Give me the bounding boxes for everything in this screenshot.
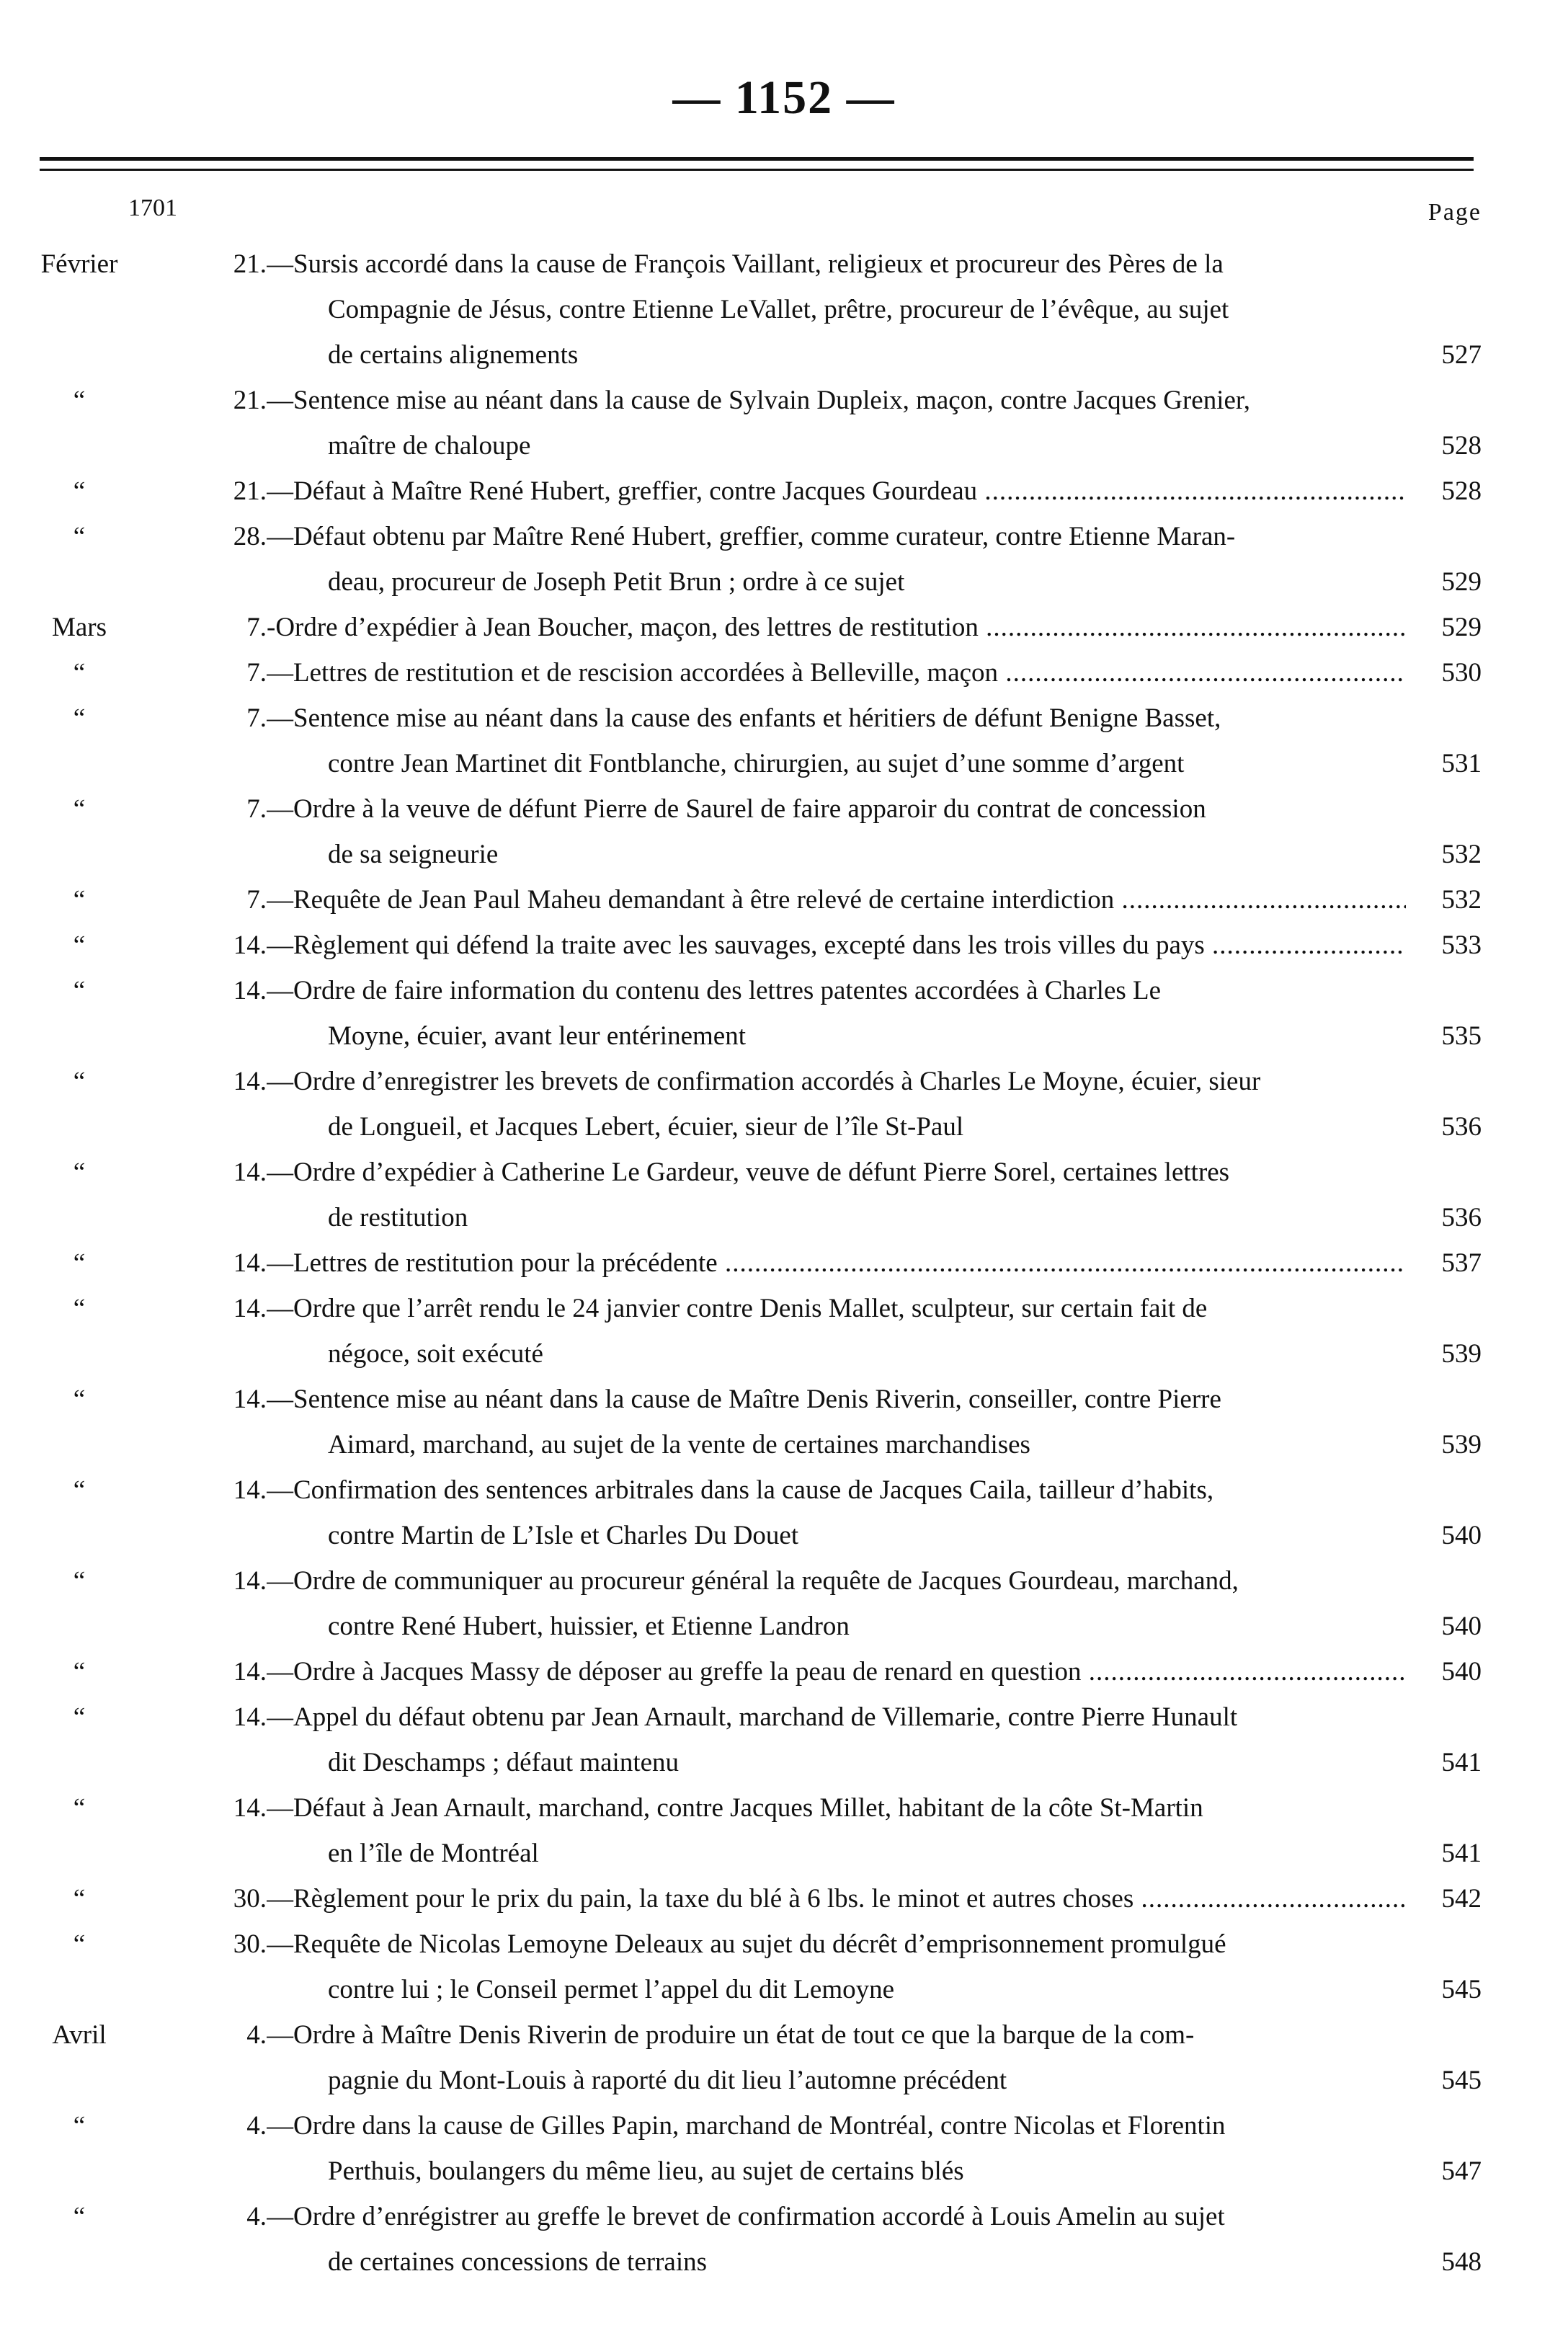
entry-line bbox=[0, 287, 1568, 332]
entry-day: 7. bbox=[246, 703, 267, 733]
entry-text: —Ordre de faire information du contenu des lettres patentes accordées à Charles Le bbox=[267, 976, 1162, 1005]
entry-line bbox=[0, 832, 1568, 877]
entry-page-ref: 542 bbox=[1441, 1884, 1482, 1914]
entry-line bbox=[0, 1195, 1568, 1240]
index-entry bbox=[0, 468, 1568, 514]
entry-month: “ bbox=[73, 1475, 86, 1505]
entry-page-ref: 539 bbox=[1441, 1339, 1482, 1369]
entry-text: de restitution bbox=[328, 1203, 468, 1232]
entry-text: —Ordre de communiquer au procureur général la requête de Jacques Gourdeau, marchand, bbox=[267, 1566, 1239, 1596]
entry-day: 7. bbox=[246, 658, 267, 688]
entry-day: 14. bbox=[233, 1793, 267, 1823]
index-entry bbox=[0, 1785, 1568, 1876]
entry-text: contre René Hubert, huissier, et Etienne Landron bbox=[328, 1612, 850, 1641]
entry-line bbox=[0, 1604, 1568, 1649]
index-entry bbox=[0, 1467, 1568, 1558]
entry-text: de certains alignements bbox=[328, 340, 579, 370]
entry-text: —Sentence mise au néant dans la cause des enfants et héritiers de défunt Benigne Basset, bbox=[267, 703, 1221, 733]
entry-line bbox=[0, 1331, 1568, 1377]
entry-day: 21. bbox=[233, 476, 267, 506]
entry-month: “ bbox=[73, 386, 86, 415]
entry-month: “ bbox=[73, 476, 86, 506]
entry-page-ref: 547 bbox=[1441, 2156, 1482, 2186]
entry-text: Compagnie de Jésus, contre Etienne LeVallet, prêtre, procureur de l’évêque, au sujet bbox=[328, 295, 1229, 324]
entry-day: 28. bbox=[233, 522, 267, 551]
entry-text: —Ordre à Jacques Massy de déposer au greffe la peau de renard en question ..... bbox=[267, 1649, 1406, 1694]
entry-line bbox=[0, 1150, 1568, 1195]
entry-day: 14. bbox=[233, 930, 267, 960]
entry-text: dit Deschamps ; défaut maintenu bbox=[328, 1748, 680, 1777]
index-entry bbox=[0, 968, 1568, 1059]
entry-line bbox=[0, 1831, 1568, 1876]
entry-text: Moyne, écuier, avant leur entérinement bbox=[328, 1021, 746, 1051]
entry-text: —Requête de Jean Paul Maheu demandant à être relevé de certaine interdiction ..... bbox=[267, 877, 1406, 923]
entry-page-ref: 532 bbox=[1441, 885, 1482, 915]
index-entry bbox=[0, 1240, 1568, 1286]
entry-line bbox=[0, 514, 1568, 559]
entry-day: 14. bbox=[233, 1657, 267, 1687]
index-entry bbox=[0, 1059, 1568, 1150]
entry-text: de certaines concessions de terrains bbox=[328, 2247, 708, 2277]
entry-line bbox=[0, 1013, 1568, 1059]
index-entry bbox=[0, 696, 1568, 786]
entry-line bbox=[0, 741, 1568, 786]
entry-day: 21. bbox=[233, 249, 267, 279]
entry-day: 4. bbox=[246, 2020, 267, 2050]
entry-month: “ bbox=[73, 1158, 86, 1187]
page-column-header: Page bbox=[1427, 199, 1482, 226]
entry-line bbox=[0, 1422, 1568, 1467]
entry-page-ref: 528 bbox=[1441, 476, 1482, 506]
entry-page-ref: 541 bbox=[1441, 1839, 1482, 1868]
entry-text: deau, procureur de Joseph Petit Brun ; ordre à ce sujet bbox=[328, 567, 905, 597]
entry-month: Avril bbox=[52, 2020, 107, 2050]
entry-text: négoce, soit exécuté bbox=[328, 1339, 543, 1369]
entry-page-ref: 545 bbox=[1441, 1975, 1482, 2004]
entry-month: “ bbox=[73, 885, 86, 915]
entry-page-ref: 527 bbox=[1441, 340, 1482, 370]
entry-text: en l’île de Montréal bbox=[328, 1839, 539, 1868]
entry-line bbox=[0, 1467, 1568, 1513]
entry-page-ref: 529 bbox=[1441, 613, 1482, 642]
entry-month: “ bbox=[73, 703, 86, 733]
entry-text: —Ordre d’expédier à Catherine Le Gardeur, veuve de défunt Pierre Sorel, certaines lettres bbox=[267, 1158, 1230, 1187]
entry-day: 14. bbox=[233, 1566, 267, 1596]
entry-line bbox=[0, 1059, 1568, 1104]
entry-day: 14. bbox=[233, 1294, 267, 1323]
entry-text: —Ordre que l’arrêt rendu le 24 janvier contre Denis Mallet, sculpteur, sur certain fait de bbox=[267, 1294, 1208, 1323]
index-entry bbox=[0, 514, 1568, 605]
entry-day: 14. bbox=[233, 1385, 267, 1414]
entry-page-ref: 539 bbox=[1441, 1430, 1482, 1459]
entry-month: “ bbox=[73, 2111, 86, 2141]
entry-month: “ bbox=[73, 1884, 86, 1914]
entry-text: Aimard, marchand, au sujet de la vente de certaines marchandises bbox=[328, 1430, 1030, 1459]
entry-day: 14. bbox=[233, 976, 267, 1005]
entry-day: 7. bbox=[246, 794, 267, 824]
entry-page-ref: 536 bbox=[1441, 1112, 1482, 1142]
entry-month: “ bbox=[73, 794, 86, 824]
entry-page-ref: 535 bbox=[1441, 1021, 1482, 1051]
index-entry bbox=[0, 1150, 1568, 1240]
entry-page-ref: 541 bbox=[1441, 1748, 1482, 1777]
entry-text: —Ordre à la veuve de défunt Pierre de Saurel de faire apparoir du contrat de concession bbox=[267, 794, 1206, 824]
index-entry bbox=[0, 1921, 1568, 2012]
entry-text: contre Jean Martinet dit Fontblanche, chirurgien, au sujet d’une somme d’argent bbox=[328, 749, 1185, 778]
entry-line bbox=[0, 1513, 1568, 1558]
entry-text: —Sentence mise au néant dans la cause de Maître Denis Riverin, conseiller, contre Pierre bbox=[267, 1385, 1221, 1414]
entry-text: —Règlement qui défend la traite avec les sauvages, excepté dans les trois villes du pays ..... bbox=[267, 923, 1406, 968]
entry-month: “ bbox=[73, 1385, 86, 1414]
entry-month: Février bbox=[40, 249, 118, 279]
entry-line bbox=[0, 1785, 1568, 1831]
entry-text: —Défaut à Maître René Hubert, greffier, contre Jacques Gourdeau ..... bbox=[267, 468, 1406, 514]
entry-month: “ bbox=[73, 1248, 86, 1278]
entry-text: -Ordre d’expédier à Jean Boucher, maçon, des lettres de restitution ..... bbox=[267, 605, 1406, 650]
index-entries bbox=[0, 241, 1568, 2285]
index-entry bbox=[0, 877, 1568, 923]
entry-day: 4. bbox=[246, 2111, 267, 2141]
entry-text: —Confirmation des sentences arbitrales dans la cause de Jacques Caila, tailleur d’habits, bbox=[267, 1475, 1214, 1505]
index-entry bbox=[0, 378, 1568, 468]
entry-day: 14. bbox=[233, 1702, 267, 1732]
entry-page-ref: 532 bbox=[1441, 840, 1482, 869]
entry-text: —Sentence mise au néant dans la cause de Sylvain Dupleix, maçon, contre Jacques Grenier, bbox=[267, 386, 1250, 415]
entry-line bbox=[0, 2012, 1568, 2058]
index-entry bbox=[0, 2103, 1568, 2194]
entry-line bbox=[0, 1921, 1568, 1967]
index-entry bbox=[0, 786, 1568, 877]
entry-line bbox=[0, 1967, 1568, 2012]
index-entry bbox=[0, 1558, 1568, 1649]
entry-page-ref: 529 bbox=[1441, 567, 1482, 597]
entry-page-ref: 537 bbox=[1441, 1248, 1482, 1278]
entry-page-ref: 530 bbox=[1441, 658, 1482, 688]
entry-line bbox=[0, 786, 1568, 832]
entry-page-ref: 548 bbox=[1441, 2247, 1482, 2277]
entry-line bbox=[0, 696, 1568, 741]
entry-line bbox=[0, 2239, 1568, 2285]
entry-line bbox=[0, 968, 1568, 1013]
entry-text: —Sursis accordé dans la cause de François Vaillant, religieux et procureur des Pères de la bbox=[267, 249, 1224, 279]
entry-day: 30. bbox=[233, 1884, 267, 1914]
entry-day: 14. bbox=[233, 1158, 267, 1187]
entry-text: Perthuis, boulangers du même lieu, au sujet de certains blés bbox=[328, 2156, 964, 2186]
entry-month: “ bbox=[73, 522, 86, 551]
entry-month: “ bbox=[73, 930, 86, 960]
header-rule-thin bbox=[40, 169, 1474, 171]
entry-day: 21. bbox=[233, 386, 267, 415]
entry-line bbox=[0, 378, 1568, 423]
entry-line bbox=[0, 1377, 1568, 1422]
entry-line bbox=[0, 1286, 1568, 1331]
entry-line bbox=[0, 1558, 1568, 1604]
entry-line bbox=[0, 1240, 1568, 1286]
entry-month: “ bbox=[73, 976, 86, 1005]
entry-text: pagnie du Mont-Louis à raporté du dit lieu l’automne précédent bbox=[328, 2066, 1007, 2095]
entry-day: 14. bbox=[233, 1067, 267, 1096]
entry-text: —Défaut obtenu par Maître René Hubert, greffier, comme curateur, contre Etienne Maran- bbox=[267, 522, 1236, 551]
index-entry bbox=[0, 2194, 1568, 2285]
index-entry bbox=[0, 605, 1568, 650]
index-entry bbox=[0, 1694, 1568, 1785]
entry-text: —Lettres de restitution et de rescision accordées à Belleville, maçon ..... bbox=[267, 650, 1406, 696]
entry-line bbox=[0, 559, 1568, 605]
index-entry bbox=[0, 241, 1568, 378]
entry-line bbox=[0, 332, 1568, 378]
entry-text: —Ordre à Maître Denis Riverin de produire un état de tout ce que la barque de la com- bbox=[267, 2020, 1195, 2050]
entry-line bbox=[0, 877, 1568, 923]
entry-line bbox=[0, 1740, 1568, 1785]
entry-line bbox=[0, 923, 1568, 968]
entry-page-ref: 528 bbox=[1441, 431, 1482, 461]
entry-day: 14. bbox=[233, 1475, 267, 1505]
entry-text: maître de chaloupe bbox=[328, 431, 531, 461]
entry-month: “ bbox=[73, 1067, 86, 1096]
entry-line bbox=[0, 241, 1568, 287]
entry-day: 7. bbox=[246, 613, 267, 642]
entry-month: “ bbox=[73, 1793, 86, 1823]
index-entry bbox=[0, 2012, 1568, 2103]
entry-text: —Requête de Nicolas Lemoyne Deleaux au sujet du décrêt d’emprisonnement promulgué bbox=[267, 1929, 1226, 1959]
index-entry bbox=[0, 923, 1568, 968]
entry-page-ref: 545 bbox=[1441, 2066, 1482, 2095]
page-number: — 1152 — bbox=[672, 71, 896, 124]
entry-line bbox=[0, 2058, 1568, 2103]
entry-day: 7. bbox=[246, 885, 267, 915]
header-rule bbox=[40, 157, 1474, 161]
entry-month: “ bbox=[73, 1566, 86, 1596]
entry-text: —Règlement pour le prix du pain, la taxe du blé à 6 lbs. le minot et autres choses ..... bbox=[267, 1876, 1406, 1921]
entry-line bbox=[0, 1694, 1568, 1740]
entry-month: “ bbox=[73, 1294, 86, 1323]
index-entry bbox=[0, 650, 1568, 696]
entry-day: 4. bbox=[246, 2202, 267, 2231]
entry-text: —Appel du défaut obtenu par Jean Arnault, marchand de Villemarie, contre Pierre Hunault bbox=[267, 1702, 1238, 1732]
entry-month: “ bbox=[73, 658, 86, 688]
index-entry bbox=[0, 1876, 1568, 1921]
index-entry bbox=[0, 1649, 1568, 1694]
entry-text: de sa seigneurie bbox=[328, 840, 499, 869]
entry-line bbox=[0, 468, 1568, 514]
entry-line bbox=[0, 423, 1568, 468]
entry-month: “ bbox=[73, 1702, 86, 1732]
entry-line bbox=[0, 605, 1568, 650]
entry-month: “ bbox=[73, 1657, 86, 1687]
entry-month: Mars bbox=[51, 613, 107, 642]
entry-day: 30. bbox=[233, 1929, 267, 1959]
entry-text: —Défaut à Jean Arnault, marchand, contre Jacques Millet, habitant de la côte St-Martin bbox=[267, 1793, 1203, 1823]
entry-month: “ bbox=[73, 1929, 86, 1959]
entry-text: —Ordre d’enrégistrer au greffe le brevet de confirmation accordé à Louis Amelin au sujet bbox=[267, 2202, 1225, 2231]
entry-line bbox=[0, 2149, 1568, 2194]
entry-line bbox=[0, 650, 1568, 696]
entry-line bbox=[0, 2103, 1568, 2149]
entry-text: contre Martin de L’Isle et Charles Du Douet bbox=[328, 1521, 799, 1550]
entry-text: —Ordre dans la cause de Gilles Papin, marchand de Montréal, contre Nicolas et Florentin bbox=[267, 2111, 1226, 2141]
entry-day: 14. bbox=[233, 1248, 267, 1278]
entry-line bbox=[0, 1104, 1568, 1150]
entry-page-ref: 540 bbox=[1441, 1521, 1482, 1550]
entry-line bbox=[0, 1876, 1568, 1921]
entry-page-ref: 536 bbox=[1441, 1203, 1482, 1232]
entry-line bbox=[0, 1649, 1568, 1694]
entry-text: de Longueil, et Jacques Lebert, écuier, sieur de l’île St-Paul bbox=[328, 1112, 964, 1142]
entry-page-ref: 540 bbox=[1441, 1612, 1482, 1641]
entry-page-ref: 540 bbox=[1441, 1657, 1482, 1687]
entry-text: —Ordre d’enregistrer les brevets de confirmation accordés à Charles Le Moyne, écuier, sieur bbox=[267, 1067, 1261, 1096]
index-entry bbox=[0, 1286, 1568, 1377]
entry-month: “ bbox=[73, 2202, 86, 2231]
entry-text: —Lettres de restitution pour la précédente ..... bbox=[267, 1240, 1406, 1286]
index-entry bbox=[0, 1377, 1568, 1467]
entry-page-ref: 533 bbox=[1441, 930, 1482, 960]
entry-page-ref: 531 bbox=[1441, 749, 1482, 778]
entry-text: contre lui ; le Conseil permet l’appel du dit Lemoyne bbox=[328, 1975, 895, 2004]
year-label: 1701 bbox=[128, 195, 177, 221]
entry-line bbox=[0, 2194, 1568, 2239]
